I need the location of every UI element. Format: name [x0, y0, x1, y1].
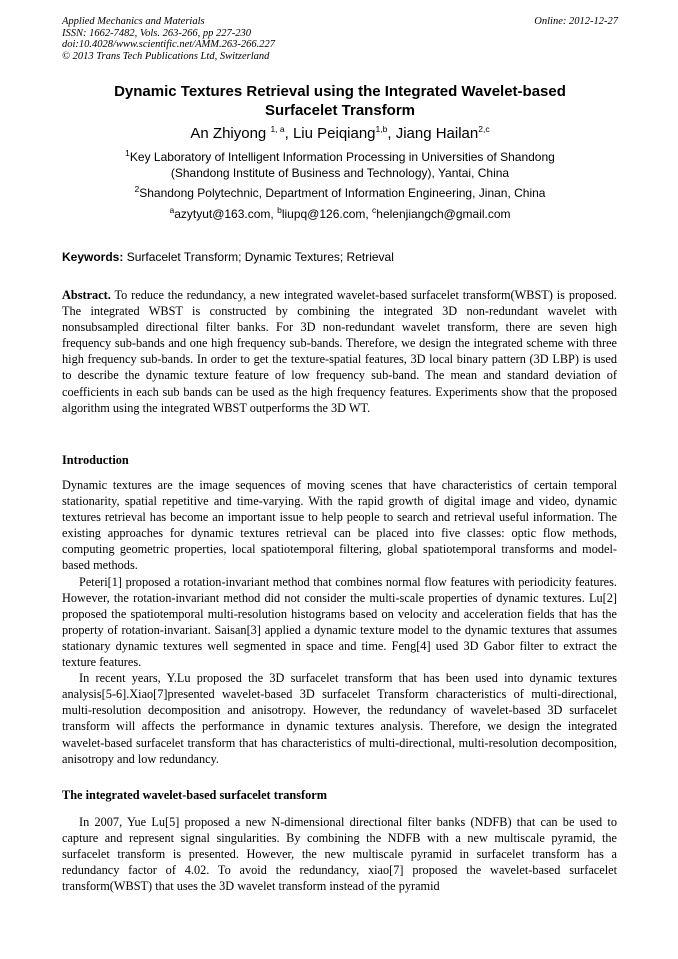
author-2: , Liu Peiqiang	[284, 125, 376, 142]
email-c: helenjiangch@gmail.com	[376, 207, 511, 221]
online-date: Online: 2012-12-27	[534, 16, 618, 27]
affiliation-1-line-1: Key Laboratory of Intelligent Information Processing in Universities of Shandong	[129, 150, 555, 164]
affiliation-2-text: Shandong Polytechnic, Department of Information Engineering, Jinan, China	[139, 186, 546, 200]
journal-header	[62, 16, 618, 62]
issn-line: ISSN: 1662-7482, Vols. 263-266, pp 227-230	[62, 27, 251, 39]
section-2-paragraph-1: In 2007, Yue Lu[5] proposed a new N-dimensional directional filter banks (NDFB) that can be used to capture and represent signal singularities. By combining the NDFB with a new multiscale pyramid, the surfacelet transform is presented. However, the new multiscale pyramid in surfacelet transform has a redundancy factor of 4.02. To avoid the redundancy, xiao[7] proposed the wavelet-based surfacelet transform(WBST) that uses the 3D wavelet transform instead of the pyramid	[62, 815, 617, 894]
author-1-mark: 1, a	[270, 124, 285, 134]
keywords	[62, 250, 618, 265]
paper-title	[62, 82, 618, 120]
affiliation-1-line-2: (Shandong Institute of Business and Technology), Yantai, China	[170, 165, 510, 180]
abstract	[62, 287, 617, 416]
affiliation-2	[62, 186, 618, 202]
journal-name: Applied Mechanics and Materials	[62, 16, 205, 27]
email-c-mark: c	[372, 205, 377, 215]
email-b-mark: b	[277, 205, 282, 215]
intro-paragraph-3: In recent years, Y.Lu proposed the 3D surfacelet transform that has been used into dynamic textures analysis[5-6].Xiao[7]presented wavelet-based 3D surfacelet Transform characteristics of multi-directional, multi-resolution decomposition and anisotropy. However, the redundancy of wavelet-based 3D surfacelet transform will affects the performance in dynamic textures analysis. Therefore, we design the integrated wavelet-based surfacelet transform that has characteristics of multi-directional, multi-resolution decomposition, anisotropy and low redundancy.	[62, 671, 617, 766]
author-1: An Zhiyong	[190, 125, 271, 142]
email-a: azytyut@163.com,	[174, 207, 278, 221]
affiliation-2-mark: 2	[134, 184, 140, 194]
author-2-mark: 1,b	[375, 124, 388, 134]
copyright-line: © 2013 Trans Tech Publications Ltd, Switzerland	[62, 50, 270, 62]
keywords-text: Surfacelet Transform; Dynamic Textures; Retrieval	[123, 250, 394, 264]
intro-paragraph-1: Dynamic textures are the image sequences of moving scenes that have characteristics of certain temporal stationarity, spatial repetitive and time-varying. With the rapid growth of digital image and video, dynamic textures retrieval has become an important issue to help people to search and retrieval useful information. The existing approaches for dynamic textures retrieval can be placed into five classes: optic flow methods, computing geometric properties, local spatiotemporal filtering, global spatiotemporal transforms and model-based methods.	[62, 478, 617, 573]
abstract-text: To reduce the redundancy, a new integrated wavelet-based surfacelet transform(WBST) is proposed. The integrated WBST is constructed by combining the integrated 3D non-redundant wavelet with nonsubsampled directional filter banks. For 3D non-redundant wavelet transform, there are seven high frequency sub-bands and one high frequency sub-bands. Therefore, we design the integrated scheme with three high frequency sub-bands. In order to get the texture-spatial features, 3D local binary pattern (3D LBP) is used to describe the dynamic texture feature of low frequency sub-band. The mean and standard deviation of coefficients in each sub bands can be used as the high frequency features. Experiments show that the proposed algorithm using the integrated WBST outperforms the 3D WT.	[62, 288, 617, 415]
author-3-mark: 2,c	[478, 124, 490, 134]
title-line-2: Surfacelet Transform	[264, 102, 416, 119]
introduction-body	[62, 477, 617, 767]
affiliation-1	[62, 150, 618, 181]
title-line-1: Dynamic Textures Retrieval using the Integrated Wavelet-based	[114, 83, 566, 100]
email-b: liupq@126.com,	[281, 207, 373, 221]
introduction-heading: Introduction	[62, 453, 129, 467]
intro-paragraph-2: Peteri[1] proposed a rotation-invariant method that combines normal flow features with periodicity features. However, the rotation-invariant method did not consider the multi-scale properties of dynamic textures. Lu[2] proposed the spatiotemporal multi-resolution histograms based on velocity and acceleration fields that has the property of rotation-invariant. Saisan[3] applied a dynamic texture model to the dynamic textures that assumes stationary dynamic textures well segmented in space and time. Feng[4] used 3D Gabor filter to extract the texture features.	[62, 574, 617, 670]
author-3: , Jiang Hailan	[387, 125, 479, 142]
author-list	[62, 125, 618, 143]
section-2-body	[62, 814, 617, 894]
keywords-label: Keywords:	[62, 250, 124, 264]
email-a-mark: a	[169, 205, 175, 215]
doi-line: doi:10.4028/www.scientific.net/AMM.263-266.227	[62, 39, 275, 51]
affiliation-1-mark: 1	[125, 148, 130, 158]
author-emails	[62, 207, 618, 222]
section-2-heading: The integrated wavelet-based surfacelet transform	[62, 788, 328, 802]
abstract-label: Abstract.	[62, 288, 111, 302]
